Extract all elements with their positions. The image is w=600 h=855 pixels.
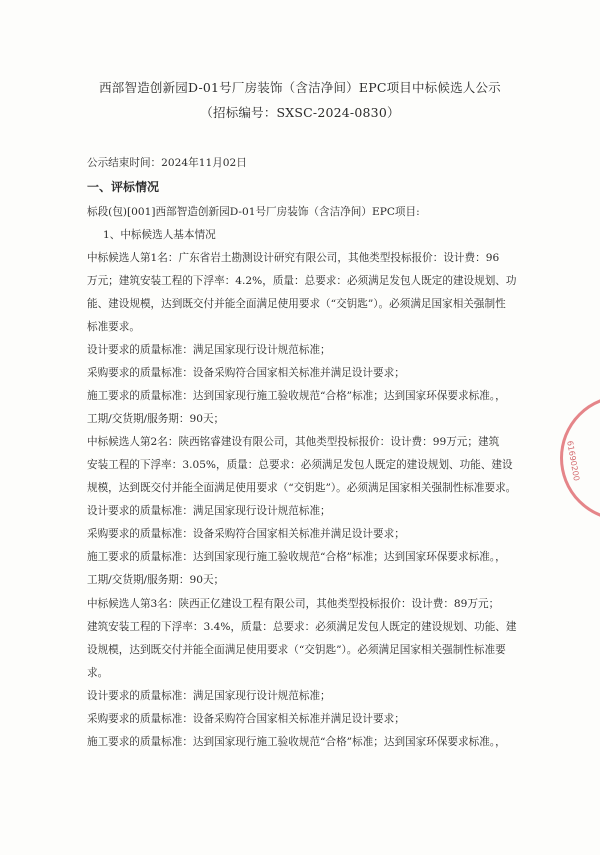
- candidate-3-construction-quality: 施工要求的质量标准：达到国家现行施工验收规范“合格”标准；达到国家环保要求标准。，: [87, 736, 506, 748]
- tender-number: （招标编号：SXSC-2024-0830）: [200, 105, 400, 120]
- candidate-1-procurement-quality: 采购要求的质量标准：设备采购符合国家相关标准并满足设计要求；: [87, 367, 405, 379]
- subsection-heading: 1、中标候选人基本情况: [103, 229, 216, 241]
- announcement-end-time: 公示结束时间：2024年11月02日: [87, 157, 247, 169]
- seal-number: 61690200: [565, 440, 582, 482]
- candidate-2-line-2: 安装工程的下浮率：3.05%，质量：总要求：必须满足发包人既定的建设规划、功能、建设: [87, 459, 513, 471]
- candidate-3-line-4: 求。: [87, 667, 109, 679]
- candidate-2-line-1: 中标候选人第2名：陕西铭睿建设有限公司，其他类型投标报价：设计费：99万元；建筑: [87, 436, 500, 448]
- candidate-1-line-3: 能、建设规模，达到既交付并能全面满足使用要求（“交钥匙”）。必须满足国家相关强制性: [87, 298, 506, 310]
- candidate-1-line-4: 标准要求。: [87, 321, 140, 333]
- candidate-3-procurement-quality: 采购要求的质量标准：设备采购符合国家相关标准并满足设计要求；: [87, 713, 405, 725]
- candidate-1-line-2: 万元；建筑安装工程的下浮率：4.2%，质量：总要求：必须满足发包人既定的建设规划、功: [87, 275, 517, 287]
- candidate-3-line-3: 设规模，达到既交付并能全面满足使用要求（“交钥匙”）。必须满足国家相关强制性标准要: [87, 644, 506, 656]
- candidate-2-line-3: 规模，达到既交付并能全面满足使用要求（“交钥匙”）。必须满足国家相关强制性标准要求。: [87, 482, 517, 494]
- candidate-1-design-quality: 设计要求的质量标准：满足国家现行设计规范标准；: [87, 344, 331, 356]
- candidate-2-period: 工期/交货期/服务期：90天；: [87, 574, 225, 586]
- candidate-3-design-quality: 设计要求的质量标准：满足国家现行设计规范标准；: [87, 690, 331, 702]
- section-heading: 一、评标情况: [87, 180, 160, 194]
- document-title: 西部智造创新园D-01号厂房装饰（含洁净间）EPC项目中标候选人公示: [99, 80, 501, 95]
- candidate-3-line-1: 中标候选人第3名：陕西正亿建设工程有限公司，其他类型投标报价：设计费：89万元；: [87, 598, 500, 610]
- candidate-2-construction-quality: 施工要求的质量标准：达到国家现行施工验收规范“合格”标准；达到国家环保要求标准。，: [87, 551, 506, 563]
- tender-section: 标段(包)[001]西部智造创新园D-01号厂房装饰（含洁净间）EPC项目:: [87, 206, 420, 218]
- candidate-2-design-quality: 设计要求的质量标准：满足国家现行设计规范标准；: [87, 505, 331, 517]
- candidate-1-line-1: 中标候选人第1名：广东省岩土勘测设计研究有限公司，其他类型投标报价：设计费：96: [87, 252, 500, 264]
- candidate-1-period: 工期/交货期/服务期：90天；: [87, 413, 225, 425]
- candidate-2-procurement-quality: 采购要求的质量标准：设备采购符合国家相关标准并满足设计要求；: [87, 528, 405, 540]
- candidate-1-construction-quality: 施工要求的质量标准：达到国家现行施工验收规范“合格”标准；达到国家环保要求标准。，: [87, 390, 506, 402]
- candidate-3-line-2: 建筑安装工程的下浮率：3.4%，质量：总要求：必须满足发包人既定的建设规划、功能、建: [87, 621, 517, 633]
